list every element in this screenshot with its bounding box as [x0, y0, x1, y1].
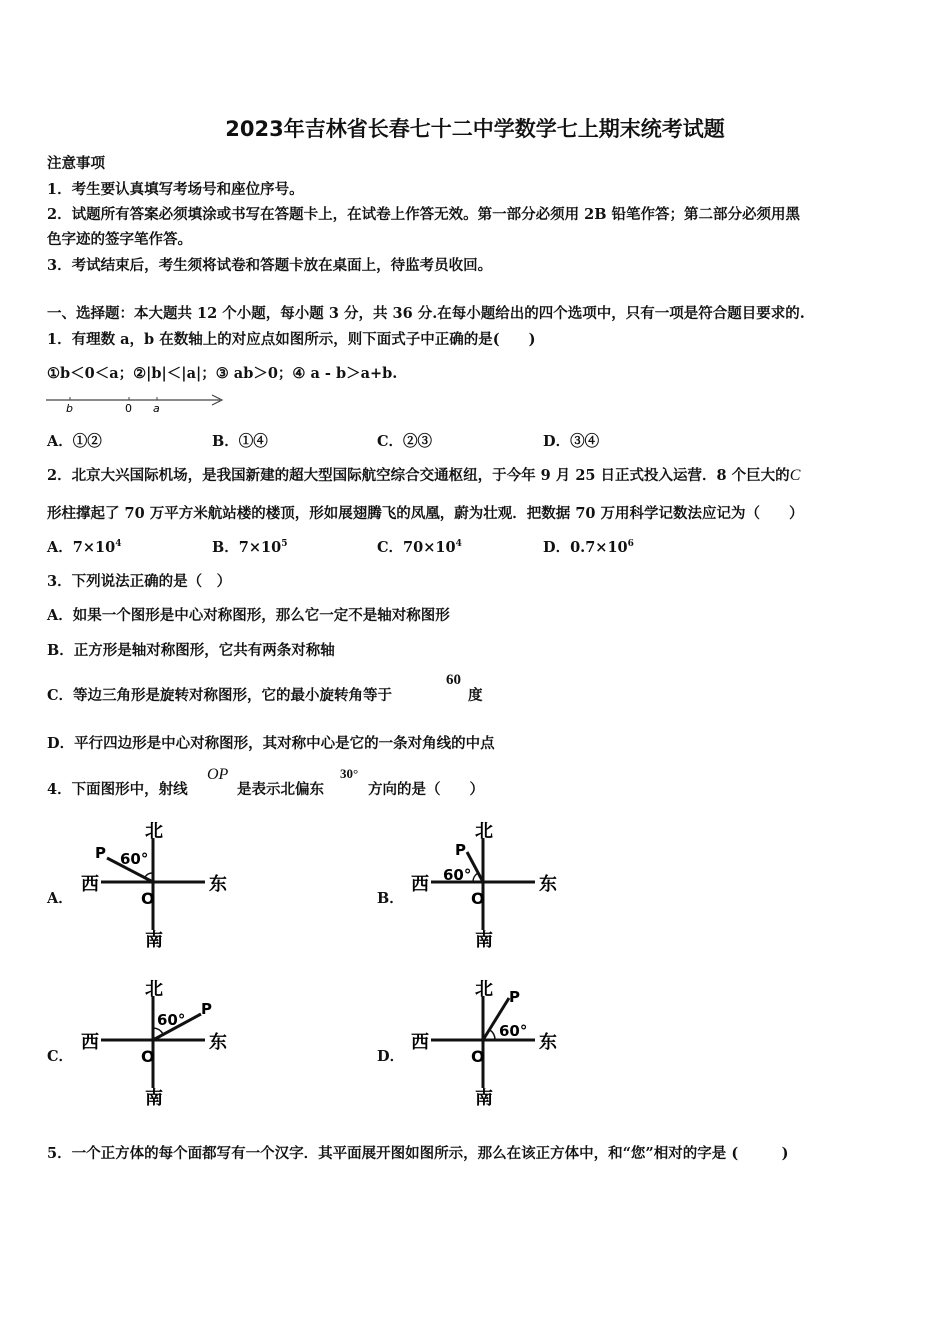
label-east: 东	[209, 874, 227, 895]
q1-option-b[interactable]: B．①④	[212, 433, 268, 450]
q5-stem: 5．一个正方体的每个面都写有一个汉字．其平面展开图如图所示，那么在该正方体中，和“您”相对的字是 ( )	[47, 1145, 789, 1162]
q2-option-b-base: 7×10	[238, 539, 282, 556]
q4-stem-mid: 是表示北偏东	[237, 781, 324, 798]
label-origin: O	[471, 889, 485, 908]
q4-option-c-letter[interactable]: C．	[47, 1048, 74, 1065]
q1-option-a[interactable]: A．①②	[47, 433, 102, 450]
q4-option-b-letter[interactable]: B．	[377, 890, 404, 907]
label-north: 北	[475, 979, 493, 1000]
label-angle: 60°	[499, 1022, 528, 1040]
label-north: 北	[145, 821, 163, 842]
q2-option-c-exp: 4	[455, 539, 462, 549]
label-origin: O	[141, 889, 155, 908]
label-south: 南	[145, 1088, 163, 1108]
label-east: 东	[539, 1032, 557, 1053]
label-east: 东	[209, 1032, 227, 1053]
q4-figure-a[interactable]	[75, 820, 240, 950]
label-west: 西	[411, 1032, 429, 1053]
q4-degree: 30°	[340, 766, 359, 781]
q2-option-d-base: 0.7×10	[570, 539, 628, 556]
label-west: 西	[81, 874, 99, 895]
label-angle: 60°	[120, 850, 149, 868]
q2-option-a-letter: A．	[47, 539, 73, 556]
label-a: a	[153, 402, 160, 415]
q4-option-a-letter[interactable]: A．	[47, 890, 73, 907]
q4-stem-post: 方向的是（ ）	[368, 781, 484, 798]
label-point: P	[201, 1000, 212, 1018]
label-b: b	[66, 402, 73, 415]
q4-figure-b[interactable]	[405, 820, 570, 950]
notice-item-2-line-2: 色字迹的签字笔作答。	[47, 231, 192, 248]
notice-heading: 注意事项	[47, 155, 105, 172]
label-south: 南	[475, 1088, 493, 1108]
q2-option-b-exp: 5	[281, 539, 288, 549]
q2-option-d-letter: D．	[543, 539, 571, 556]
q4-option-d-letter[interactable]: D．	[377, 1048, 405, 1065]
notice-item-3: 3．考试结束后，考生须将试卷和答题卡放在桌面上，待监考员收回。	[47, 257, 493, 274]
label-point: P	[455, 841, 466, 859]
q4-figure-d[interactable]	[405, 978, 570, 1108]
q2-option-b-letter: B．	[212, 539, 239, 556]
label-angle: 60°	[443, 866, 472, 884]
q2-option-a[interactable]	[47, 536, 121, 557]
q1-number-line	[44, 388, 229, 416]
q2-option-c-base: 70×10	[403, 539, 456, 556]
page-title: 2023年吉林省长春七十二中学数学七上期末统考试题	[225, 117, 725, 141]
q3-option-d[interactable]: D．平行四边形是中心对称图形，其对称中心是它的一条对角线的中点	[47, 735, 495, 752]
label-north: 北	[475, 821, 493, 842]
label-origin: O	[141, 1047, 155, 1066]
q3-option-a[interactable]: A．如果一个图形是中心对称图形，那么它一定不是轴对称图形	[47, 607, 450, 624]
q2-option-c-letter: C．	[377, 539, 404, 556]
label-origin: O	[471, 1047, 485, 1066]
q2-letter-c: C	[789, 467, 801, 484]
q2-option-c[interactable]	[377, 536, 462, 557]
q1-option-c[interactable]: C．②③	[377, 433, 433, 450]
label-point: P	[95, 844, 106, 862]
label-west: 西	[411, 874, 429, 895]
q1-stem: 1．有理数 a，b 在数轴上的对应点如图所示，则下面式子中正确的是( )	[47, 331, 536, 348]
q4-figure-c[interactable]	[75, 978, 240, 1108]
q2-option-d[interactable]	[543, 536, 634, 557]
q2-option-d-exp: 6	[627, 539, 634, 549]
q2-line-1	[47, 464, 800, 485]
q2-option-b[interactable]	[212, 536, 287, 557]
label-north: 北	[145, 979, 163, 1000]
label-west: 西	[81, 1032, 99, 1053]
q3-stem: 3．下列说法正确的是（ ）	[47, 573, 232, 590]
q4-stem	[47, 766, 567, 800]
label-south: 南	[145, 930, 163, 950]
q2-line-2: 形柱撑起了 70 万平方米航站楼的楼顶，形如展翅腾飞的凤凰，蔚为壮观．把数据 70 万用科学记数法应记为（ ）	[47, 505, 804, 522]
section-1-heading: 一、选择题：本大题共 12 个小题，每小题 3 分，共 36 分.在每小题给出的四个选项中，只有一项是符合题目要求的.	[47, 305, 805, 322]
notice-item-1: 1．考生要认真填写考场号和座位序号。	[47, 181, 304, 198]
label-south: 南	[475, 930, 493, 950]
q3-option-c-text: C．等边三角形是旋转对称图形，它的最小旋转角等于	[47, 687, 393, 704]
q2-option-a-exp: 4	[115, 539, 122, 549]
q3-option-c-unit: 度	[468, 687, 483, 704]
q1-statements: ①b＜0＜a；②|b|＜|a|；③ ab＞0；④ a - b＞a+b.	[47, 365, 398, 382]
label-east: 东	[539, 874, 557, 895]
label-0: 0	[125, 402, 132, 415]
q2-option-a-base: 7×10	[72, 539, 116, 556]
q1-option-d[interactable]: D．③④	[543, 433, 600, 450]
q3-option-c-number: 60	[446, 672, 461, 688]
label-angle: 60°	[157, 1011, 186, 1029]
notice-item-2-line-1: 2．试题所有答案必须填涂或书写在答题卡上，在试卷上作答无效。第一部分必须用 2B 铅笔作答；第二部分必须用黑	[47, 206, 801, 223]
label-point: P	[509, 988, 520, 1006]
q2-line-1-text: 2．北京大兴国际机场，是我国新建的超大型国际航空综合交通枢纽，于今年 9 月 25 日正式投入运营．8 个巨大的	[47, 467, 790, 484]
q4-op: OP	[207, 766, 229, 783]
q3-option-b[interactable]: B．正方形是轴对称图形，它共有两条对称轴	[47, 642, 335, 659]
q4-stem-pre: 4．下面图形中，射线	[47, 781, 188, 798]
